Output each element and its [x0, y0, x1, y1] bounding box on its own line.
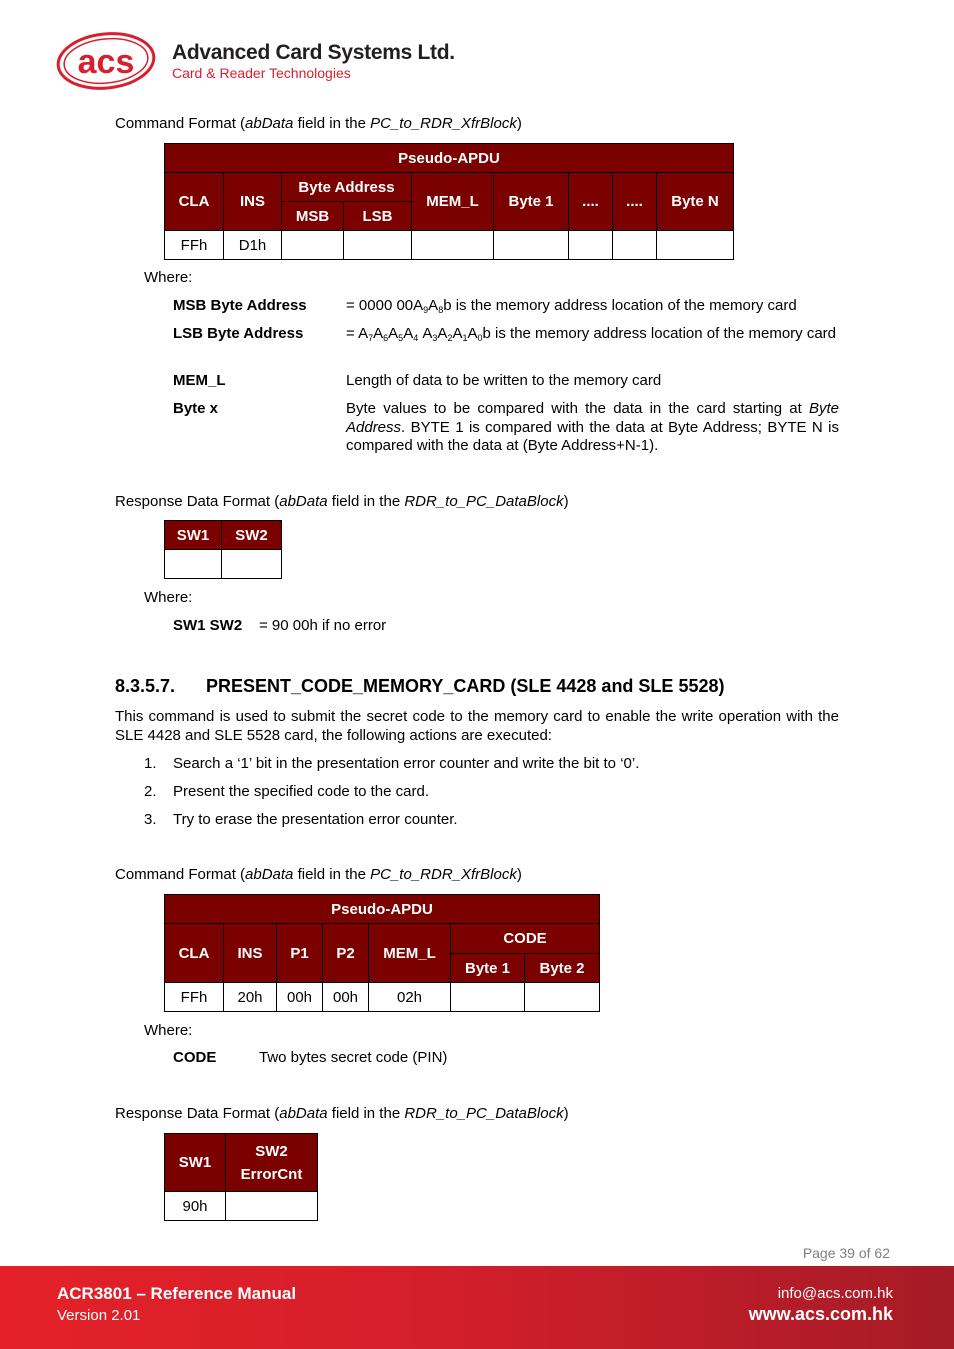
- acs-logo-icon: [55, 29, 159, 93]
- msb-def-label: MSB Byte Address: [173, 297, 307, 314]
- msb-def-desc: = 0000 $00A_9A_8b$ is the memory address location of the memory card: [346, 297, 797, 315]
- header-code-byte1: Byte 1: [451, 954, 525, 983]
- where-label-3: Where:: [144, 1022, 193, 1039]
- header-ins: INS: [224, 173, 282, 231]
- response-format-line: Response Data Format (abData field in the RDR_to_PC_DataBlock): [115, 493, 569, 510]
- sw-def-label: SW1 SW2: [173, 617, 243, 634]
- cell-sw1-2: 90h: [165, 1192, 226, 1221]
- header-sw2-errorcnt: SW2 ErrorCnt: [226, 1134, 318, 1192]
- header-cla: CLA: [165, 173, 224, 231]
- cell-sw2-2: [226, 1192, 318, 1221]
- cell-dots-1: [569, 231, 613, 260]
- page-number: Page 39 of 62: [802, 1245, 890, 1261]
- company-logo: [55, 29, 159, 97]
- section-intro: This command is used to submit the secret code to the memory card to enable the write operation with the SLE 4428 and SLE 5528 card, the following actions are executed:: [115, 708, 839, 744]
- header-mem-l: MEM_L: [412, 173, 494, 231]
- table-title: Pseudo-APDU: [165, 144, 734, 173]
- header-lsb: LSB: [344, 202, 412, 231]
- header-dots-2: ....: [613, 173, 657, 231]
- step-text-3: Try to erase the presentation error counter.: [173, 811, 458, 828]
- cell-ins-2: 20h: [224, 983, 277, 1012]
- cell-code-byte1: [451, 983, 525, 1012]
- footer-website[interactable]: www.acs.com.hk: [748, 1304, 893, 1324]
- logo-text: acs: [77, 43, 135, 81]
- header-sw1: SW1: [165, 521, 222, 550]
- cell-cla-2: FFh: [165, 983, 224, 1012]
- table-title-2: Pseudo-APDU: [165, 895, 600, 924]
- cell-mem-l: [412, 231, 494, 260]
- where-label: Where:: [144, 269, 193, 286]
- command-format-line: Command Format (abData field in the PC_to_RDR_XfrBlock): [115, 115, 522, 132]
- header-msb: MSB: [282, 202, 344, 231]
- lsb-def-label: LSB Byte Address: [173, 325, 304, 342]
- cell-code-byte2: [525, 983, 600, 1012]
- header-sw2: SW2: [222, 521, 282, 550]
- header-byte1: Byte 1: [494, 173, 569, 231]
- company-name: Advanced Card Systems Ltd.: [172, 41, 455, 64]
- lsb-def-desc: = $A_7A_6A_5A_4$ $A_3A_2A_1A_0b$ is the memory address location of the memory card: [346, 325, 836, 343]
- step-num-3: 3.: [144, 811, 157, 828]
- header-sw1-2: SW1: [165, 1134, 226, 1192]
- cell-p1: 00h: [277, 983, 323, 1012]
- footer-version: Version 2.01: [57, 1307, 141, 1324]
- header-mem-l-2: MEM_L: [369, 924, 451, 983]
- cell-cla: FFh: [165, 231, 224, 260]
- header-byte-address: Byte Address: [282, 173, 412, 202]
- code-def-desc: Two bytes secret code (PIN): [259, 1049, 448, 1066]
- read-command-table: [164, 143, 734, 260]
- footer-bar: [0, 1266, 954, 1349]
- cell-byten: [657, 231, 734, 260]
- meml-def-label: MEM_L: [173, 372, 226, 389]
- section-number: 8.3.5.7.: [115, 676, 176, 696]
- cell-msb: [282, 231, 344, 260]
- section-heading: PRESENT_CODE_MEMORY_CARD (SLE 4428 and SLE 5528): [206, 676, 725, 696]
- response-table: [164, 520, 282, 579]
- step-text-1: Search a ‘1’ bit in the presentation error counter and write the bit to ‘0’.: [173, 755, 640, 772]
- header-p1: P1: [277, 924, 323, 983]
- step-num-1: 1.: [144, 755, 157, 772]
- header-code: CODE: [451, 924, 600, 954]
- cell-p2: 00h: [323, 983, 369, 1012]
- footer-title: ACR3801 – Reference Manual: [57, 1284, 297, 1303]
- header-cla-2: CLA: [165, 924, 224, 983]
- meml-def-desc: Length of data to be written to the memory card: [346, 372, 662, 389]
- cell-sw1: [165, 550, 222, 579]
- company-tagline: Card & Reader Technologies: [172, 65, 351, 81]
- cell-byte1: [494, 231, 569, 260]
- header-byten: Byte N: [657, 173, 734, 231]
- footer-email[interactable]: info@acs.com.hk: [777, 1285, 893, 1302]
- header-dots-1: ....: [569, 173, 613, 231]
- bytex-def-desc: Byte values to be compared with the data in the card starting at Byte Address. BYTE 1 is compared with the data at Byte Address; BYTE N is compared with the data at (Byte Address+N-1).: [346, 400, 839, 454]
- response-table-2: [164, 1133, 318, 1221]
- cell-dots-2: [613, 231, 657, 260]
- where-label-2: Where:: [144, 589, 193, 606]
- cell-sw2: [222, 550, 282, 579]
- command-format-line-2: Command Format (abData field in the PC_to_RDR_XfrBlock): [115, 866, 522, 883]
- header-ins-2: INS: [224, 924, 277, 983]
- step-text-2: Present the specified code to the card.: [173, 783, 429, 800]
- cell-lsb: [344, 231, 412, 260]
- header-code-byte2: Byte 2: [525, 954, 600, 983]
- response-format-line-2: Response Data Format (abData field in the RDR_to_PC_DataBlock): [115, 1105, 569, 1122]
- sw-def-desc: = 90 00h if no error: [259, 617, 387, 634]
- step-num-2: 2.: [144, 783, 157, 800]
- cell-mem-l-2: 02h: [369, 983, 451, 1012]
- header-p2: P2: [323, 924, 369, 983]
- present-code-table: [164, 894, 600, 1012]
- code-def-label: CODE: [173, 1049, 217, 1066]
- cell-ins: D1h: [224, 231, 282, 260]
- bytex-def-label: Byte x: [173, 400, 219, 417]
